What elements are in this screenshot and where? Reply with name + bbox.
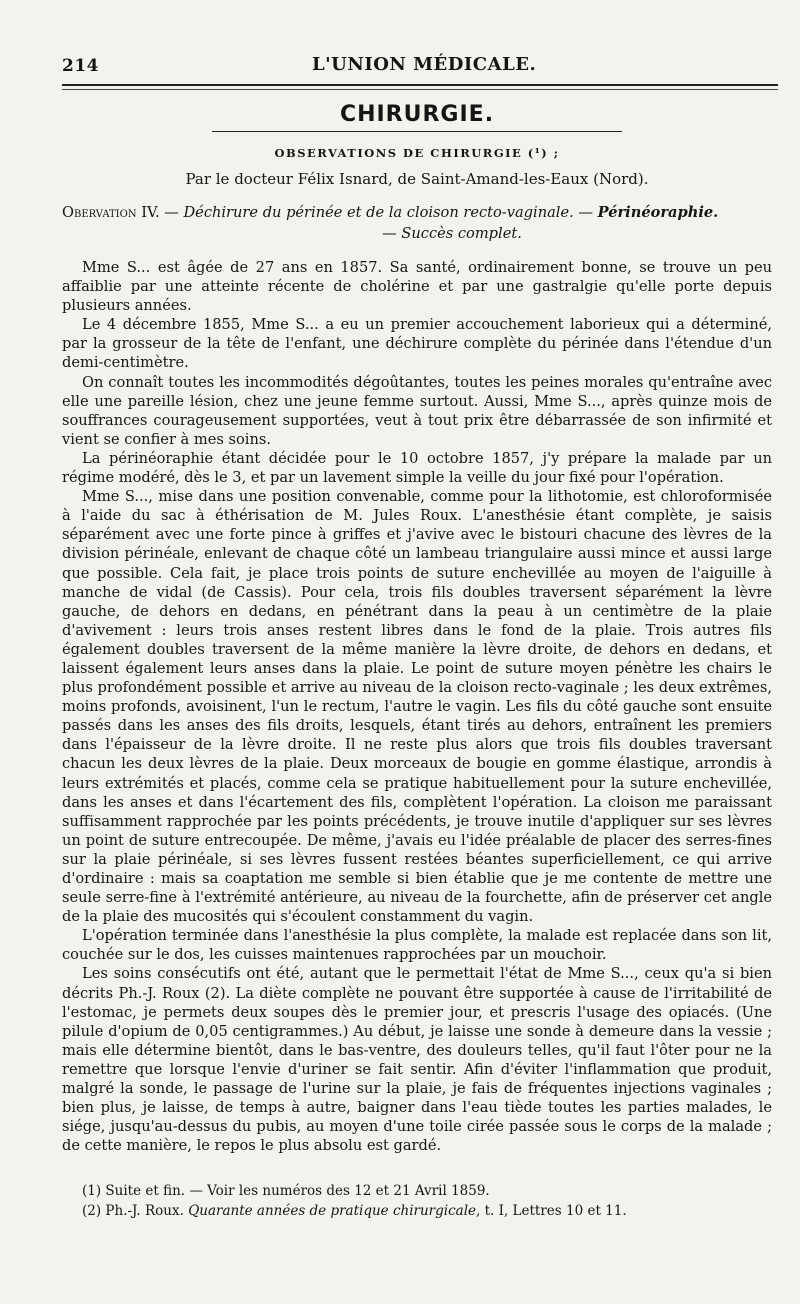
observation-line-1: [62, 202, 772, 223]
page-number: 214: [62, 56, 99, 76]
byline: Par le docteur Félix Isnard, de Saint-Amand-les-Eaux (Nord).: [185, 170, 649, 188]
article-title: OBSERVATIONS DE CHIRURGIE (¹) ;: [274, 146, 560, 160]
observation-result: — Succès complet.: [382, 225, 522, 242]
paragraph: Mme S... est âgée de 27 ans en 1857. Sa santé, ordinairement bonne, se trouve un peu affaiblie par une atteinte récente de cholérine et par une gastralgie qu'elle porte depuis plusieurs années.: [62, 259, 772, 315]
footnote-2: [62, 1201, 772, 1221]
section-title: CHIRURGIE.: [339, 102, 495, 127]
paragraph: Les soins consécutifs ont été, autant que le permettait l'état de Mme S..., ceux qu'a si bien décrits Ph.-J. Roux (2). La diète complète ne pouvant être supportée à cause de l'irritabilité de l'estomac, je permets deux soupes dès le premier jour, et prescris l'usage des opiacés. (Une pilule d'opium de 0,05 centigrammes.) Au début, je laisse une sonde à demeure dans la vessie ; mais elle détermine bientôt, dans le bas-ventre, des douleurs telles, qu'il faut l'ôter pour ne la remettre que lorsque l'envie d'uriner se fait sentir. Afin d'éviter l'inflammation que produit, malgré la sonde, le passage de l'urine sur la plaie, je fais de fréquentes injections vaginales ; bien plus, je laisse, de temps à autre, baigner dans l'eau tiède toutes les parties malades, le siége, jusqu'au-dessus du pubis, au moyen d'une toile cirée passée sous le corps de la malade ; de cette manière, le repos le plus absolu est gardé.: [62, 965, 772, 1155]
footnote-2-suffix: , t. I, Lettres 10 et 11.: [476, 1203, 627, 1220]
footnote-1: (1) Suite et fin. — Voir les numéros des 12 et 21 Avril 1859.: [82, 1183, 490, 1200]
footnotes: [62, 1181, 772, 1221]
paragraph: Mme S..., mise dans une position convenable, comme pour la lithotomie, est chloroformisée à l'aide du sac à éthérisation de M. Jules Roux. L'anesthésie étant complète, je saisis séparément avec une forte pince à griffes et j'avive avec le bistouri chacune des lèvres de la division périnéale, enlevant de chaque côté un lambeau triangulaire aussi mince et aussi large que possible. Cela fait, je place trois points de suture enchevillée au moyen de l'aiguille à manche de vidal (de Cassis). Pour cela, trois fils doubles traversent séparément la lèvre gauche, de dehors en dedans, en pénétrant dans la peau à un centimètre de la plaie d'avivement : leurs trois anses restent libres dans le fond de la plaie. Trois autres fils également doubles traversent de la même manière la lèvre droite, de dehors en dedans, et laissent également leurs anses dans la plaie. Le point de suture moyen pénètre les chairs le plus profondément possible et arrive au niveau de la cloison recto-vaginale ; les deux extrêmes, moins profonds, avoisinent, l'un le rectum, l'autre le vagin. Les fils du côté gauche sont ensuite passés dans les anses des fils droits, lesquels, étant tirés au dehors, entraînent les premiers dans l'épaisseur de la lèvre droite. Il ne reste plus alors que trois fils doubles traversant chacun les deux lèvres de la plaie. Deux morceaux de bougie en gomme élastique, arrondis à leurs extrémités et placés, comme cela se pratique habituellement pour la suture enchevillée, dans les anses et dans l'écartement des fils, complètent l'opération. La cloison me paraissant suffisamment rapprochée par les points précédents, je trouve inutile d'appliquer sur ses lèvres un point de suture entrecoupée. De même, j'avais eu l'idée préalable de placer des serres-fines sur la plaie périnéale, si ses lèvres fussent restées béantes superficiellement, ce qui arrive d'ordinaire : mais sa coaptation me semble si bien établie que je me contente de mettre une seule serre-fine à l'extrémité antérieure, au niveau de la fourchette, afin de préserver cet angle de la plaie des mucosités qui s'écoulent constamment du vagin.: [62, 488, 772, 926]
article-body: [62, 258, 772, 1155]
footnote-2-work-title: Quarante années de pratique chirurgicale: [188, 1203, 477, 1220]
header-rule-thin: [62, 89, 778, 90]
observation-heading: [62, 202, 772, 244]
paragraph: L'opération terminée dans l'anesthésie la plus complète, la malade est replacée dans son lit, couchée sur le dos, les cuisses maintenues rapprochées par un mouchoir.: [62, 927, 772, 964]
observation-dash-2: —: [573, 204, 598, 221]
observation-dash: —: [159, 204, 184, 221]
header-rule: [62, 84, 778, 86]
observation-procedure: Périnéoraphie.: [597, 204, 719, 221]
paragraph: Le 4 décembre 1855, Mme S... a eu un premier accouchement laborieux qui a déterminé, par la grosseur de la tête de l'enfant, une déchirure complète du périnée dans l'étendue d'un demi-centimètre.: [62, 316, 772, 372]
footnote-2-prefix: (2) Ph.-J. Roux.: [82, 1203, 189, 1220]
section-title-rule: [212, 131, 622, 132]
paragraph: On connaît toutes les incommodités dégoûtantes, toutes les peines morales qu'entraîne avec elle une pareille lésion, chez une jeune femme surtout. Aussi, Mme S..., après quinze mois de souffrances courageusement supportées, veut à tout prix être débarrassée de son infirmité et vient se confier à mes soins.: [62, 373, 772, 448]
journal-title: L'UNION MÉDICALE.: [312, 54, 537, 75]
observation-label: Obervation IV.: [62, 204, 160, 221]
running-head: [62, 50, 772, 84]
paragraph: La périnéoraphie étant décidée pour le 10 octobre 1857, j'y prépare la malade par un régime modéré, dès le 3, et par un lavement simple la veille du jour fixé pour l'opération.: [62, 449, 772, 487]
observation-title: Déchirure du périnée et de la cloison recto-vaginale.: [183, 204, 574, 221]
